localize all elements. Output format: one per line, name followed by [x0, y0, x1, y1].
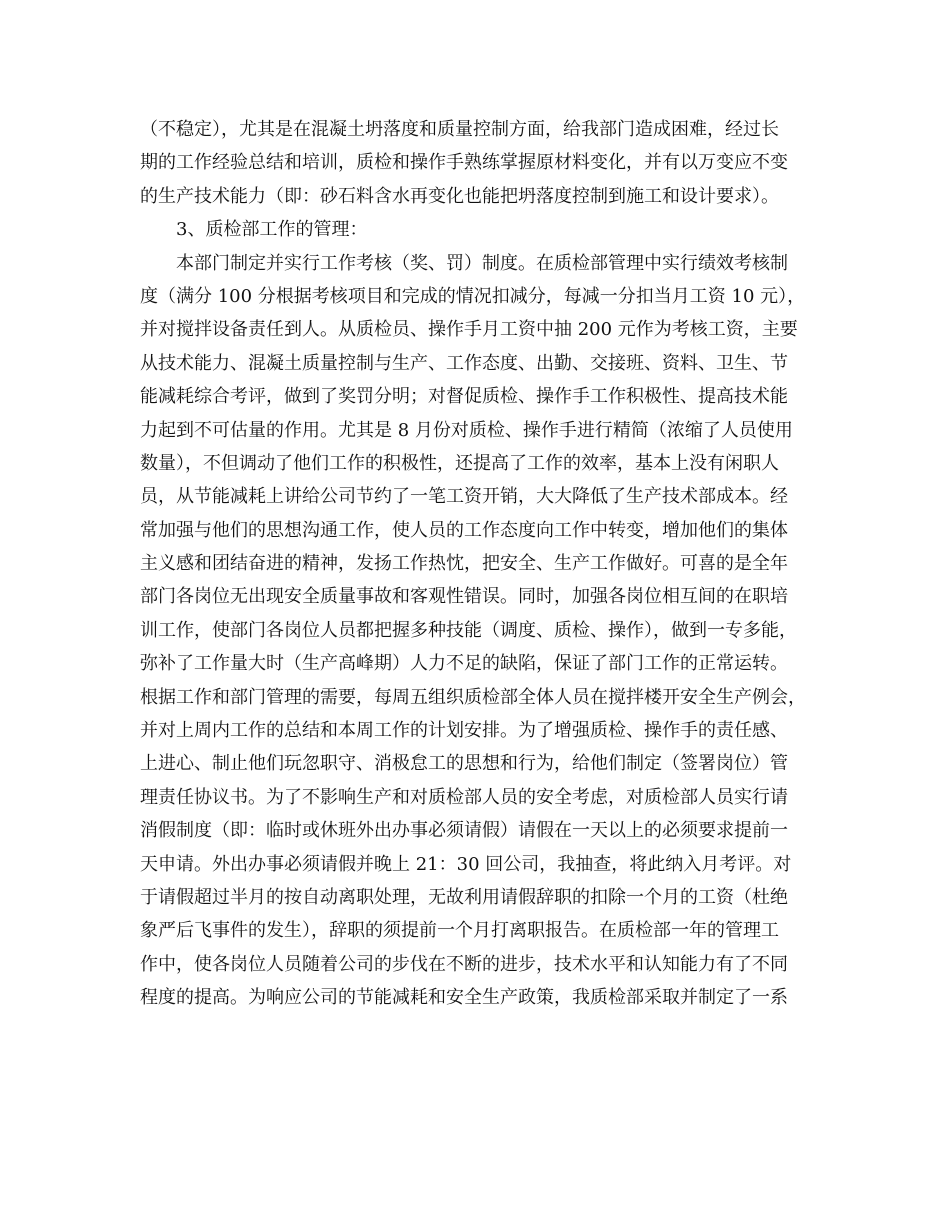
text-line: 从技术能力、混凝土质量控制与生产、工作态度、出勤、交接班、资料、卫生、节 — [140, 352, 788, 374]
text-line: 力起到不可估量的作用。尤其是 8 月份对质检、操作手进行精简（浓缩了人员使用 — [140, 419, 793, 441]
text-line: 并对上周内工作的总结和本周工作的计划安排。为了增强质检、操作手的责任感、 — [140, 720, 788, 742]
text-line: 作中，使各岗位人员随着公司的步伐在不断的进步，技术水平和认知能力有了不同 — [140, 953, 788, 975]
text-line: 根据工作和部门管理的需要，每周五组织质检部全体人员在搅拌楼开安全生产例会， — [140, 686, 806, 708]
text-line: 象严后飞事件的发生），辞职的须提前一个月打离职报告。在质检部一年的管理工 — [140, 920, 779, 942]
text-line: 天申请。外出办事必须请假并晚上 21：30 回公司，我抽查，将此纳入月考评。对 — [140, 853, 792, 875]
text-line: 于请假超过半月的按自动离职处理，无故利用请假辞职的扣除一个月的工资（杜绝 — [140, 886, 788, 908]
text-line: 能减耗综合考评，做到了奖罚分明；对督促质检、操作手工作积极性、提高技术能 — [140, 386, 788, 408]
text-line: 训工作，使部门各岗位人员都把握多种技能（调度、质检、操作），做到一专多能， — [140, 619, 797, 641]
text-line: 消假制度（即：临时或休班外出办事必须请假）请假在一天以上的必须要求提前一 — [140, 820, 788, 842]
text-line: 并对搅拌设备责任到人。从质检员、操作手月工资中抽 200 元作为考核工资，主要 — [140, 319, 798, 341]
document-body — [140, 113, 820, 1015]
text-line: 理责任协议书。为了不影响生产和对质检部人员的安全考虑，对质检部人员实行请 — [140, 786, 788, 808]
text-line: 主义感和团结奋进的精神，发扬工作热忱，把安全、生产工作做好。可喜的是全年 — [140, 553, 788, 575]
text-line: 程度的提高。为响应公司的节能减耗和安全生产政策，我质检部采取并制定了一系 — [140, 987, 788, 1009]
text-line: 期的工作经验总结和培训，质检和操作手熟练掌握原材料变化，并有以万变应不变 — [140, 152, 788, 174]
text-line: 员，从节能减耗上讲给公司节约了一笔工资开销，大大降低了生产技术部成本。经 — [140, 486, 788, 508]
text-line: 度（满分 100 分根据考核项目和完成的情况扣减分，每减一分扣当月工资 10 元）， — [140, 285, 806, 307]
section-heading: 3、质检部工作的管理： — [176, 219, 368, 241]
text-line: 部门各岗位无出现安全质量事故和客观性错误。同时，加强各岗位相互间的在职培 — [140, 586, 788, 608]
text-line: 的生产技术能力（即：砂石料含水再变化也能把坍落度控制到施工和设计要求）。 — [140, 185, 779, 207]
text-line: 本部门制定并实行工作考核（奖、罚）制度。在质检部管理中实行绩效考核制 — [176, 252, 788, 274]
text-line: 数量），不但调动了他们工作的积极性，还提高了工作的效率，基本上没有闲职人 — [140, 452, 779, 474]
text-line: 弥补了工作量大时（生产高峰期）人力不足的缺陷，保证了部门工作的正常运转。 — [140, 653, 788, 675]
text-line: （不稳定），尤其是在混凝土坍落度和质量控制方面，给我部门造成困难，经过长 — [140, 119, 779, 140]
text-line: 上进心、制止他们玩忽职守、消极怠工的思想和行为，给他们制定（签署岗位）管 — [140, 753, 788, 775]
text-line: 常加强与他们的思想沟通工作，使人员的工作态度向工作中转变，增加他们的集体 — [140, 519, 788, 541]
